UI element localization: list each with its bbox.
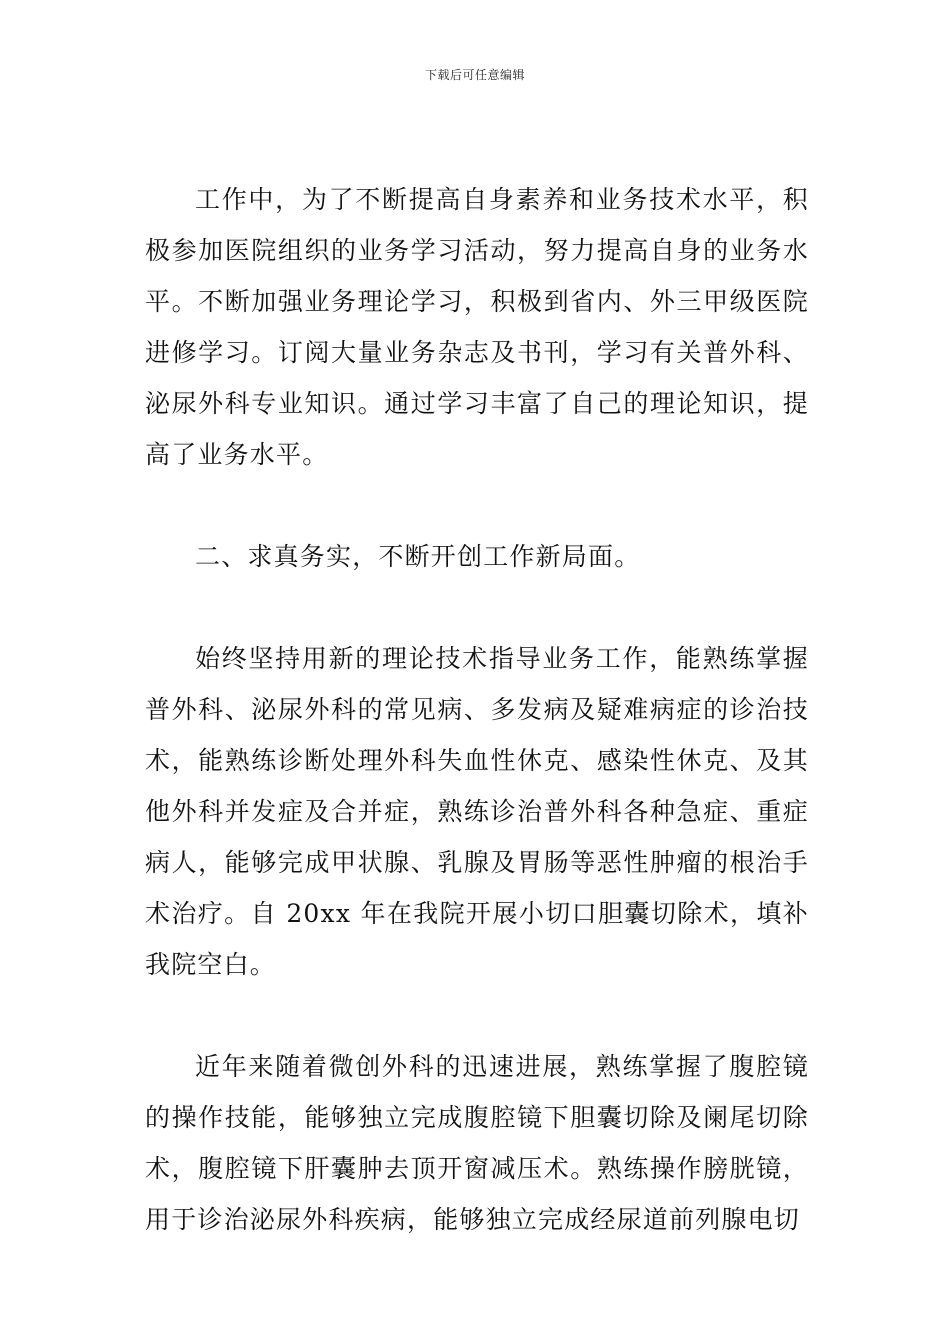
paragraph-techniques: 始终坚持用新的理论技术指导业务工作，能熟练掌握普外科、泌尿外科的常见病、多发病及疑难病症的诊治技术，能熟练诊断处理外科失血性休克、感染性休克、及其他外科并发症及合并症，熟练诊治普外科各种急症、重症病人，能够完成甲状腺、乳腺及胃肠等恶性肿瘤的根治手术治疗。自 20xx 年在我院开展小切口胆囊切除术，填补我院空白。 xyxy=(145,644,809,979)
paragraph-study: 工作中，为了不断提高自身素养和业务技术水平，积极参加医院组织的业务学习活动，努力提高自身的业务水平。不断加强业务理论学习，积极到省内、外三甲级医院进修学习。订阅大量业务杂志及书刊，学习有关普外科、泌尿外科专业知识。通过学习丰富了自己的理论知识，提高了业务水平。 xyxy=(145,185,809,469)
paragraph-minimally-invasive: 近年来随着微创外科的迅速进展，熟练掌握了腹腔镜的操作技能，能够独立完成腹腔镜下胆囊切除及阑尾切除术，腹腔镜下肝囊肿去顶开窗减压术。熟练操作膀胱镜，用于诊治泌尿外科疾病，能够独立完成经尿道前列腺电切 xyxy=(145,1052,809,1234)
page-header: 下载后可任意编辑 xyxy=(424,68,525,82)
document-body xyxy=(145,174,809,1245)
section-heading-2: 二、求真务实，不断开创工作新局面。 xyxy=(195,542,641,571)
